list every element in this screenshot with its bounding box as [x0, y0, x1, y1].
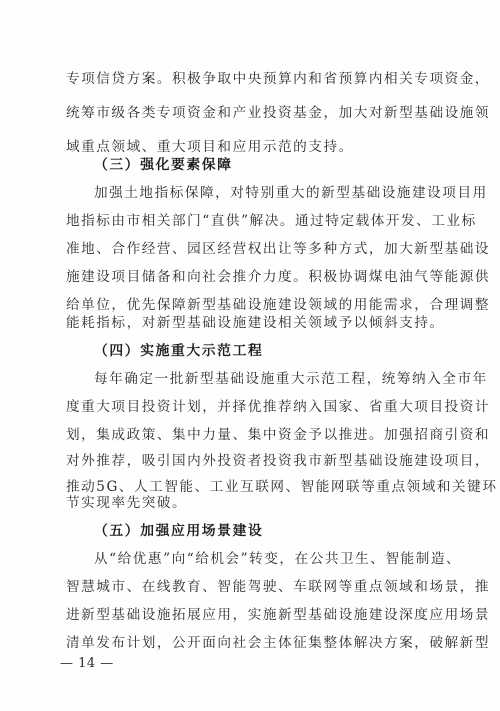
- section-5-line-3: 进新型基础设施拓展应用，实施新型基础设施建设深度应用场景: [66, 607, 491, 623]
- section-3-line-5: 给单位，优先保障新型基础设施建设领域的用能需求，合理调整: [66, 297, 491, 313]
- section-3-line-1: 加强土地指标保障，对特别重大的新型基础设施建设项目用: [94, 185, 488, 201]
- section-4-line-6: 节实现率先突破。: [66, 495, 188, 511]
- section-4-line-3: 划，集成政策、集中力量、集中资金予以推进。加强招商引资和: [66, 427, 491, 443]
- section-3-line-3: 准地、合作经营、园区经营权出让等多种方式，加大新型基础设: [66, 241, 491, 257]
- section-3-line-4: 施建设项目储备和向社会推介力度。积极协调煤电油气等能源供: [66, 269, 491, 285]
- section-5-heading: （五）加强应用场景建设: [94, 523, 264, 539]
- section-3-line-6: 能耗指标，对新型基础设施建设相关领域予以倾斜支持。: [66, 315, 445, 331]
- section-4-line-5: 推动5G、人工智能、工业互联网、智能网联等重点领域和关键环: [66, 479, 498, 495]
- section-5-line-1: 从“给优惠”向“给机会”转变，在公共卫生、智能制造、: [94, 551, 462, 567]
- section-4-line-2: 度重大项目投资计划，并择优推荐纳入国家、省重大项目投资计: [66, 399, 491, 415]
- section-3-heading: （三）强化要素保障: [94, 157, 233, 173]
- section-5-line-4: 清单发布计划，公开面向社会主体征集整体解决方案，破解新型: [66, 635, 491, 651]
- section-4-heading: （四）实施重大示范工程: [94, 343, 264, 359]
- section-4-line-4: 对外推荐，吸引国内外投资者投资我市新型基础设施建设项目，: [66, 453, 491, 469]
- intro-line-3: 域重点领域、重大项目和应用示范的支持。: [66, 139, 354, 155]
- page-number: — 14 —: [60, 656, 114, 671]
- intro-line-2: 统筹市级各类专项资金和产业投资基金，加大对新型基础设施领: [66, 105, 491, 121]
- intro-line-1: 专项信贷方案。积极争取中央预算内和省预算内相关专项资金，: [66, 71, 491, 87]
- section-3-line-2: 地指标由市相关部门“直供”解决。通过特定载体开发、工业标: [66, 213, 477, 229]
- section-5-line-2: 智慧城市、在线教育、智能驾驶、车联网等重点领域和场景，推: [66, 579, 491, 595]
- section-4-line-1: 每年确定一批新型基础设施重大示范工程，统筹纳入全市年: [94, 371, 488, 387]
